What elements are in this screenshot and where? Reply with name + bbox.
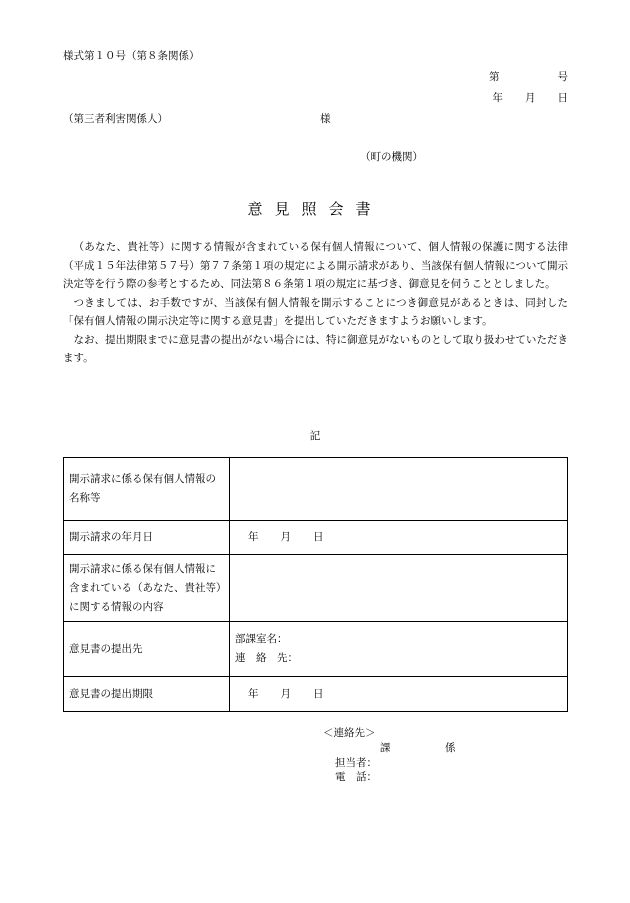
number-suffix: 号 bbox=[557, 71, 568, 83]
request-info-table bbox=[63, 457, 568, 712]
ki-marker: 記 bbox=[309, 430, 321, 442]
request-date-value[interactable] bbox=[230, 521, 568, 555]
addressee-honorific: 様 bbox=[320, 113, 331, 125]
date-year: 年 bbox=[248, 531, 259, 543]
contact-section: 課 bbox=[380, 742, 391, 754]
table-row bbox=[64, 622, 568, 677]
body-text bbox=[63, 238, 568, 368]
submission-destination-label: 意見書の提出先 bbox=[64, 622, 230, 677]
submission-destination-value[interactable] bbox=[230, 622, 568, 677]
info-content-value[interactable] bbox=[230, 555, 568, 622]
table-row bbox=[64, 521, 568, 555]
deadline-value[interactable] bbox=[230, 677, 568, 712]
date-day: 日 bbox=[313, 687, 324, 700]
department-label: 部課室名： bbox=[235, 633, 288, 645]
deadline-label: 意見書の提出期限 bbox=[64, 677, 230, 712]
contact-person: 担当者： bbox=[335, 757, 377, 769]
contact-phone: 電 話： bbox=[335, 771, 377, 783]
table-row bbox=[64, 458, 568, 521]
number-prefix: 第 bbox=[489, 71, 500, 83]
addressee: （第三者利害関係人） bbox=[63, 113, 168, 125]
date-month: 月 bbox=[525, 92, 536, 104]
info-name-value[interactable] bbox=[230, 458, 568, 521]
contact-heading: ＜連絡先＞ bbox=[323, 727, 376, 739]
document-date-line bbox=[63, 92, 568, 105]
document-number-line bbox=[63, 71, 568, 84]
contact-label: 連 絡 先： bbox=[235, 652, 298, 664]
table-row bbox=[64, 677, 568, 712]
info-name-label: 開示請求に係る保有個人情報の名称等 bbox=[64, 458, 230, 521]
contact-subsection: 係 bbox=[445, 742, 456, 754]
date-month: 月 bbox=[280, 531, 291, 543]
date-month: 月 bbox=[280, 687, 291, 700]
body-paragraph: つきましては、お手数ですが、当該保有個人情報を開示することにつき御意見があるときは、同封した「保有個人情報の開示決定等に関する意見書」を提出していただきますようお願いします。 bbox=[63, 296, 568, 327]
date-year: 年 bbox=[248, 687, 259, 700]
table-row bbox=[64, 555, 568, 622]
date-day: 日 bbox=[313, 531, 324, 543]
request-date-label: 開示請求の年月日 bbox=[64, 521, 230, 555]
body-paragraph: （あなた、貴社等）に関する情報が含まれている保有個人情報について、個人情報の保護に関する法律（平成１５年法律第５７号）第７７条第１項の規定による開示請求があり、当該保有個人情報について開示決定等を行う際の参考とするため、同法第８６条第１項の規定に基づき、御意見を伺うこととしました。 bbox=[63, 241, 568, 290]
body-paragraph: なお、提出期限までに意見書の提出がない場合には、特に御意見がないものとして取り扱わせていただきます。 bbox=[63, 333, 568, 364]
document-title: 意見照会書 bbox=[247, 200, 383, 218]
date-year: 年 bbox=[492, 92, 503, 104]
info-content-label: 開示請求に係る保有個人情報に含まれている（あなた、貴社等）に関する情報の内容 bbox=[64, 555, 230, 622]
date-day: 日 bbox=[557, 92, 568, 104]
form-number-label: 様式第１０号（第８条関係） bbox=[63, 50, 200, 62]
issuing-organization: （町の機関） bbox=[360, 151, 423, 163]
